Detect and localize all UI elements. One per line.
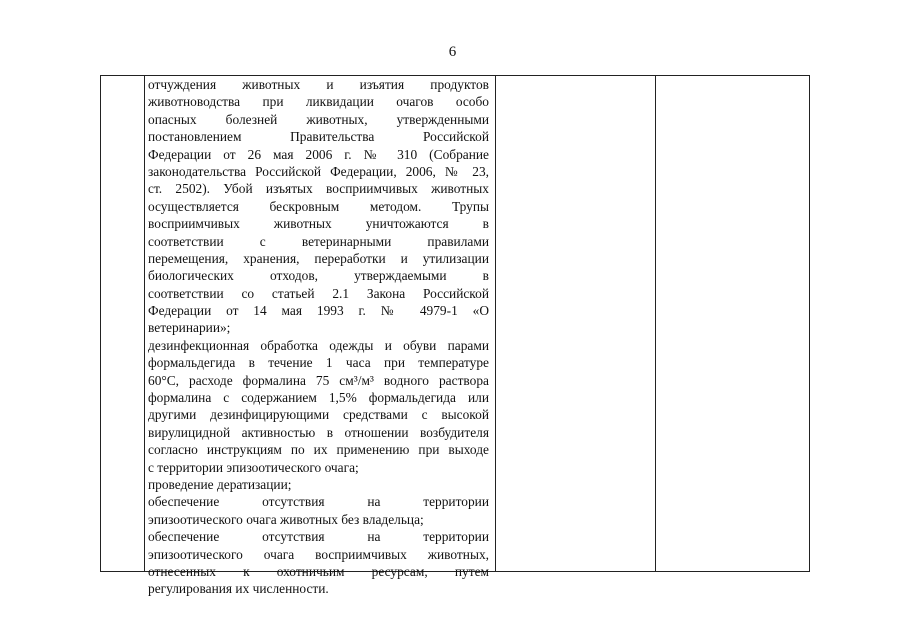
text-line: отнесенных к охотничьим ресурсам, путем: [148, 563, 489, 579]
text-line: соответствии со статьей 2.1 Закона Российской: [148, 285, 489, 301]
text-line: опасных болезней животных, утвержденными: [148, 111, 489, 127]
text-line: законодательства Российской Федерации, 2006, № 23,: [148, 163, 489, 179]
text-line: ст. 2502). Убой изъятых восприимчивых животных: [148, 181, 489, 197]
text-line: ветеринарии»;: [148, 320, 231, 336]
text-line: животноводства при ликвидации очагов особо: [148, 94, 489, 110]
text-line: осуществляется бескровным методом. Трупы: [148, 198, 489, 214]
text-line: Федерации от 26 мая 2006 г. № 310 (Собрание: [148, 146, 489, 162]
column-divider: [495, 76, 496, 571]
text-line: отчуждения животных и изъятия продуктов: [148, 77, 489, 92]
text-line: 60°C, расходе формалина 75 см³/м³ водного раствора: [148, 372, 489, 388]
text-line: формальдегида в течение 1 часа при температуре: [148, 355, 489, 371]
text-line: соответствии с ветеринарными правилами: [148, 233, 489, 249]
column-divider: [655, 76, 656, 571]
text-line: обеспечение отсутствия на территории: [148, 494, 489, 510]
text-line: эпизоотического очага восприимчивых животных,: [148, 546, 489, 562]
page-number: 6: [448, 44, 457, 60]
text-line: вирулицидной активностью в отношении возбудителя: [148, 424, 489, 440]
text-line: биологических отходов, утверждаемыми в: [148, 268, 489, 284]
text-line: эпизоотического очага животных без владельца;: [148, 511, 424, 527]
text-line: обеспечение отсутствия на территории: [148, 529, 489, 545]
column-divider: [144, 76, 145, 571]
text-line: дезинфекционная обработка одежды и обуви парами: [148, 337, 489, 353]
text-line: Федерации от 14 мая 1993 г. № 4979-1 «О: [148, 303, 489, 319]
text-line: восприимчивых животных уничтожаются в: [148, 216, 489, 232]
text-line: проведение дератизации;: [148, 476, 292, 492]
text-line: постановлением Правительства Российской: [148, 129, 489, 145]
text-line: другими дезинфицирующими средствами с высокой: [148, 407, 489, 423]
text-line: формалина с содержанием 1,5% формальдегида или: [148, 390, 489, 406]
measures-cell-text: [148, 76, 489, 598]
text-line: с территории эпизоотического очага;: [148, 459, 359, 475]
text-line: перемещения, хранения, переработки и утилизации: [148, 250, 489, 266]
text-line: согласно инструкциям по их применению при выходе: [148, 442, 489, 458]
text-line: регулирования их численности.: [148, 581, 329, 597]
